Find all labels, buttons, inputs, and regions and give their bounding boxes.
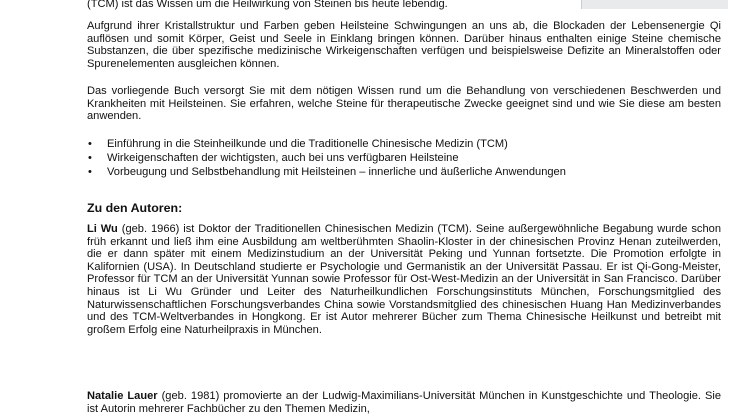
list-item bbox=[87, 151, 721, 165]
paragraph-book-overview: Das vorliegende Buch versorgt Sie mit dem nötigen Wissen rund um die Behandlung von verschiedenen Beschwerden und Krankheiten mit Heilsteinen. Sie erfahren, welche Steine für therapeutische Zwecke geeignet sind und wie Sie diese am besten anwenden. bbox=[87, 85, 721, 123]
list-item-text: Wirkeigenschaften der wichtigsten, auch bei uns verfügbaren Heilsteine bbox=[107, 152, 459, 164]
bullet-icon: • bbox=[88, 152, 92, 164]
author-bio-natalie-lauer bbox=[87, 390, 721, 415]
intro-text-line: (TCM) ist das Wissen um die Heilwirkung von Steinen bis heute lebendig. bbox=[87, 0, 448, 10]
bullet-icon: • bbox=[88, 138, 92, 150]
author-bio-text: (geb. 1966) ist Doktor der Traditionellen Chinesischen Medizin (TCM). Seine außergewöhnliche Begabung wurde schon früh erkannt und ließ ihm eine Ausbildung am weltberühmten Shaolin-Kloster in der chinesischen Provinz Henan zuteilwerden, die er dann später mit einem Medizinstudium an der Universität Peking und Yunnan fortsetzte. Die Promotion erfolgte in Kalifornien (USA). In Deutschland studierte er Psychologie und Germanistik an der Universität Passau. Er ist Qi-Gong-Meister, Professor für TCM an der Universität Yunnan sowie Professor für Ost-West-Medizin an der Universität in San Francisco. Darüber hinaus ist Li Wu Gründer und Leiter des Naturheilkundlichen Forschungsinstituts München, Forschungsmitglied des Naturwissenschaftlichen Forschungsverbandes China sowie Vorstandsmitglied des chinesischen Huang Han Medizinverbandes und des TCM-Weltverbandes in Hongkong. Er ist Autor mehrerer Bücher zum Thema Chinesische Heilkunst und betreibt mit großem Erfolg eine Naturheilpraxis in München. bbox=[87, 223, 721, 336]
bullet-icon: • bbox=[88, 166, 92, 178]
author-name: Li Wu bbox=[87, 223, 118, 235]
feature-list bbox=[87, 137, 721, 179]
list-item-text: Vorbeugung und Selbstbehandlung mit Heilsteinen – innerliche und äußerliche Anwendungen bbox=[107, 166, 566, 178]
book-cover-image-edge bbox=[581, 0, 728, 9]
authors-heading: Zu den Autoren: bbox=[87, 201, 183, 215]
author-bio-text: (geb. 1981) promovierte an der Ludwig-Maximilians-Universität München in Kunstgeschichte und Theologie. Sie ist Autorin mehrerer Fachbücher zu den Themen Medizin, bbox=[87, 390, 722, 415]
paragraph-healing-stones: Aufgrund ihrer Kristallstruktur und Farben geben Heilsteine Schwingungen an uns ab, die Blockaden der Lebensenergie Qi auflösen und somit Körper, Geist und Seele in Einklang bringen können. Darüber hinaus enthalten einige Steine chemische Substanzen, die über spezifische medizinische Wirkeigenschaften verfügen und beispielsweise Defizite an Mineralstoffen oder Spurenelementen ausgleichen können. bbox=[87, 20, 721, 70]
list-item bbox=[87, 137, 721, 151]
list-item bbox=[87, 165, 721, 179]
list-item-text: Einführung in die Steinheilkunde und die Traditionelle Chinesische Medizin (TCM) bbox=[107, 138, 508, 150]
author-name: Natalie Lauer bbox=[87, 390, 158, 402]
author-bio-li-wu bbox=[87, 223, 721, 336]
